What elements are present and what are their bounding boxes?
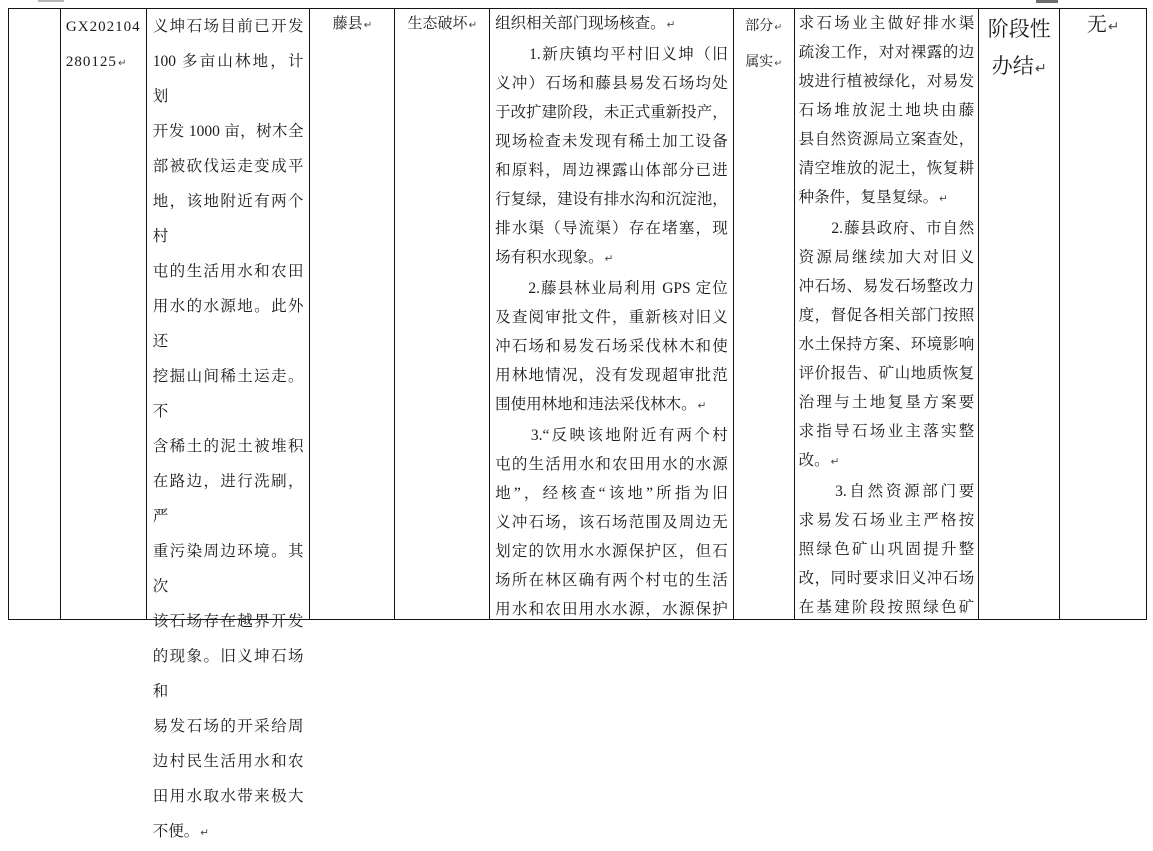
text-line: 不便。↵ [152,823,210,840]
paragraph-mark-icon: ↵ [117,58,128,69]
issue-type-cell [395,9,490,619]
text-line: 场所在林区确有两个村屯的生活 [495,572,728,589]
text-line: 的现象。旧义坤石场和 [152,648,304,700]
text-line: 现场检查未发现有稀土加工设备 [495,133,728,150]
text-line: 排水渠（导流渠）存在堵塞，现 [495,220,728,237]
text-line: 280125↵ [65,54,128,70]
text-line: 易发石场的开采给周 [152,718,304,735]
paragraph-mark-icon: ↵ [697,400,707,412]
text-line: 边村民生活用水和农 [152,753,304,770]
text-line: 改，同时要求旧义冲石场 [798,570,975,587]
text-line: 清空堆放的泥土，恢复耕 [798,160,975,177]
page-top-artifact [38,0,64,2]
paragraph-mark-icon: ↵ [774,58,783,69]
text-line: 田用水取水带来极大 [152,788,304,805]
text-line: 办结↵ [991,54,1047,78]
text-line: 种条件，复垦复绿。↵ [798,189,948,206]
text-line: 部被砍伐运走变成平 [152,158,304,175]
paragraph-mark-icon: ↵ [363,20,373,31]
text-line: 照绿色矿山巩固提升整 [798,541,975,558]
text-line: 阶段性 [987,17,1051,41]
text-line: 开发 1000 亩，树木全 [152,123,304,140]
paragraph-mark-icon: ↵ [468,20,478,31]
text-line: 行复绿，建设有排水沟和沉淀池， [495,191,728,208]
paragraph-mark-icon: ↵ [774,22,783,33]
text-line: 资源局继续加大对旧义 [798,249,975,266]
text-line: 义冲石场，该石场范围及周边无 [495,514,728,531]
text-line: 冲石场、易发石场整改力 [798,278,975,295]
paragraph-mark-icon: ↵ [830,456,840,468]
text-line: 划定的饮用水水源保护区，但石 [495,543,728,560]
text-line: 用水的水源地。此外还 [152,298,304,350]
text-line: 求石场业主做好排水渠 [798,15,975,32]
text-line: 2.藤县林业局利用 GPS 定位 [495,280,728,297]
text-line: 用水和农田用水水源，水源保护 [495,601,728,618]
text-line: 县自然资源局立案查处， [798,131,975,148]
accountability-cell [1060,9,1146,619]
text-line: 围使用林地和违法采伐林木。↵ [495,396,707,413]
text-line: 石场堆放泥土地块由藤 [798,102,975,119]
text-line: 疏浚工作，对对裸露的边 [798,44,975,61]
text-line: 3.自然资源部门要 [798,483,975,500]
page-top-artifact [1036,0,1058,3]
seq-cell [9,9,61,619]
text-line: 义冲）石场和藤县易发石场均处 [495,75,728,92]
paragraph-mark-icon: ↵ [1107,19,1120,35]
text-line: 求指导石场业主落实整 [798,423,975,440]
county-cell [310,9,395,619]
text-line: 部分↵ [745,19,783,34]
text-line: 屯的生活用水和农田 [152,263,304,280]
paragraph-mark-icon: ↵ [939,193,948,205]
text-line: 1.新庆镇均平村旧义坤（旧 [495,46,728,63]
verification-cell [490,9,734,619]
text-line: 改。↵ [798,452,840,469]
text-line: 水土保持方案、环境影响 [798,336,975,353]
text-line: GX202104 [65,19,141,35]
text-line: 于改扩建阶段，未正式重新投产， [495,104,728,121]
finding-cell [734,9,795,619]
text-line: 含稀土的泥土被堆积 [152,438,304,455]
case-number-cell [61,9,147,619]
text-line: 无↵ [1086,14,1120,36]
text-line: 100 多亩山林地，计划 [152,53,304,105]
text-line: 及查阅审批文件，重新核对旧义 [495,309,728,326]
paragraph-mark-icon: ↵ [1034,61,1047,77]
text-line: 在基建阶段按照绿色矿 [798,599,975,616]
text-line: 组织相关部门现场核查。↵ [495,15,676,32]
text-line: 生态破坏↵ [407,16,478,32]
inspection-table-row [8,8,1147,840]
text-line: 场有积水现象。↵ [495,249,614,266]
text-line: 坡进行植被绿化，对易发 [798,73,975,90]
text-line: 在路边，进行洗刷，严 [152,473,304,525]
text-line: 2.藤县政府、市自然 [798,220,975,237]
measures-cell [795,9,980,619]
text-line: 冲石场和易发石场采伐林木和使 [495,338,728,355]
status-cell [979,9,1060,619]
text-line: 挖掘山间稀土运走。不 [152,368,304,420]
complaint-cell [147,9,311,840]
text-line: 重污染周边环境。其次 [152,543,304,595]
text-line: 地，该地附近有两个村 [152,193,304,245]
text-line: 义坤石场目前已开发 [152,18,304,35]
paragraph-mark-icon: ↵ [666,19,676,31]
text-line: 度，督促各相关部门按照 [798,307,975,324]
text-line: 和原料，周边裸露山体部分已进 [495,162,728,179]
text-line: 地”，经核查“该地”所指为旧 [495,485,728,502]
text-line: 屯的生活用水和农田用水的水源 [495,456,728,473]
text-line: 该石场存在越界开发 [152,613,304,630]
text-line: 藤县↵ [332,16,373,32]
text-line: 用林地情况，没有发现超审批范 [495,367,728,384]
text-line: 属实↵ [745,55,783,70]
text-line: 3.“反映该地附近有两个村 [495,427,728,444]
text-line: 治理与土地复垦方案要 [798,394,975,411]
paragraph-mark-icon: ↵ [604,253,614,265]
paragraph-mark-icon: ↵ [200,827,210,839]
text-line: 评价报告、矿山地质恢复 [798,365,975,382]
text-line: 求易发石场业主严格按 [798,512,975,529]
